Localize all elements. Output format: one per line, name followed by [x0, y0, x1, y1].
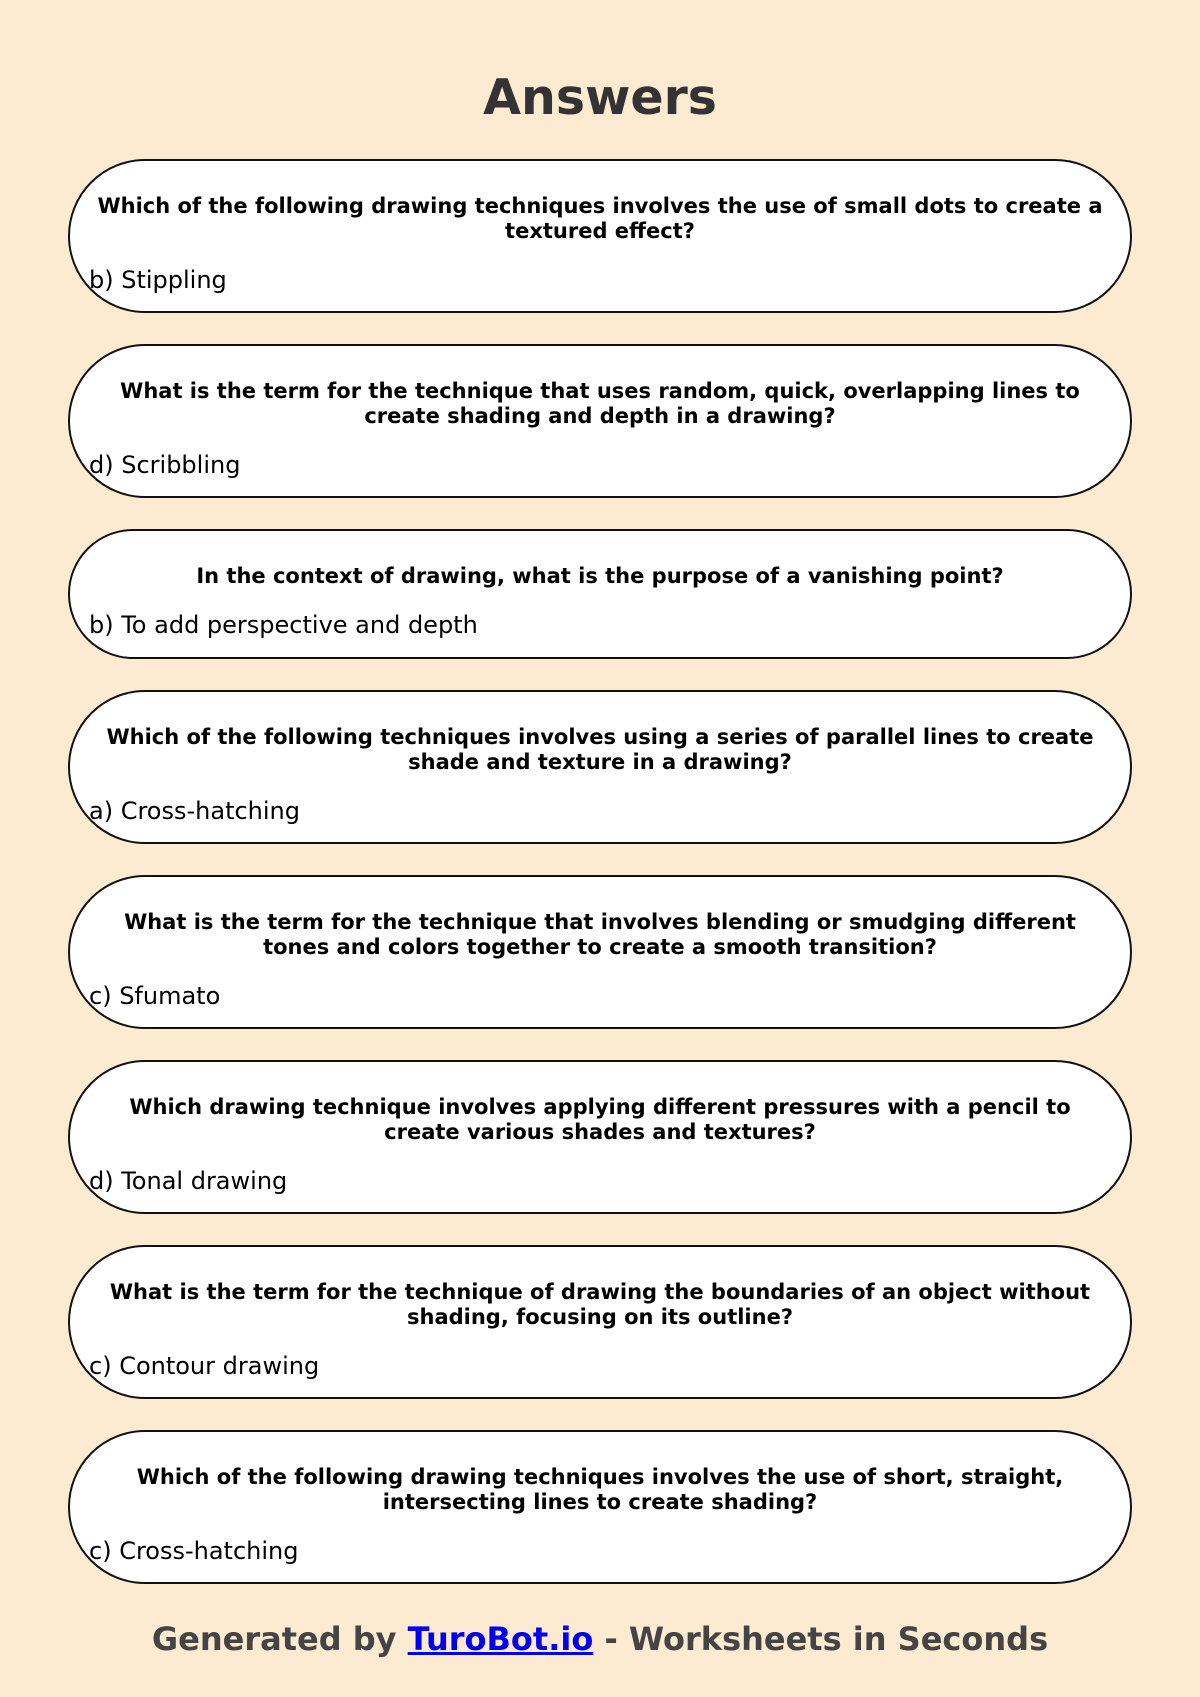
question-text: Which of the following drawing techniques involves the use of small dots to create a textured effect?: [97, 194, 1103, 243]
question-text: Which of the following techniques involves using a series of parallel lines to create shade and texture in a drawing?: [106, 725, 1094, 774]
answer-text: c) Sfumato: [89, 982, 221, 1010]
question-text: What is the term for the technique that uses random, quick, overlapping lines to create shading and depth in a drawing?: [120, 379, 1080, 428]
answer-card: [68, 344, 1132, 498]
answer-card: [68, 1430, 1132, 1584]
answer-text: b) To add perspective and depth: [89, 611, 478, 639]
answer-card: [68, 529, 1132, 659]
answer-card: [68, 690, 1132, 844]
answer-text: d) Scribbling: [89, 451, 241, 479]
answer-text: c) Contour drawing: [89, 1352, 320, 1380]
answer-list: [68, 159, 1132, 1615]
question-text: In the context of drawing, what is the purpose of a vanishing point?: [196, 564, 1004, 588]
answer-text: a) Cross-hatching: [89, 797, 300, 825]
answer-card: [68, 875, 1132, 1029]
turobot-link[interactable]: TuroBot.io: [407, 1620, 594, 1658]
question-text: Which drawing technique involves applying different pressures with a pencil to create various shades and textures?: [129, 1095, 1071, 1144]
question-text: What is the term for the technique that involves blending or smudging different tones and colors together to create a smooth transition?: [124, 910, 1076, 959]
answer-text: c) Cross-hatching: [89, 1537, 299, 1565]
answer-card: [68, 1245, 1132, 1399]
footer-suffix: - Worksheets in Seconds: [593, 1620, 1049, 1658]
page-title: Answers: [483, 69, 717, 126]
question-text: Which of the following drawing techniques involves the use of short, straight, intersecting lines to create shading?: [136, 1465, 1064, 1514]
answer-text: d) Tonal drawing: [89, 1167, 288, 1195]
question-text: What is the term for the technique of drawing the boundaries of an object without shading, focusing on its outline?: [109, 1280, 1091, 1329]
footer: [0, 1617, 1200, 1661]
answer-card: [68, 1060, 1132, 1214]
answer-card: [68, 159, 1132, 313]
footer-prefix: Generated by: [151, 1620, 408, 1658]
answer-text: b) Stippling: [89, 266, 227, 294]
